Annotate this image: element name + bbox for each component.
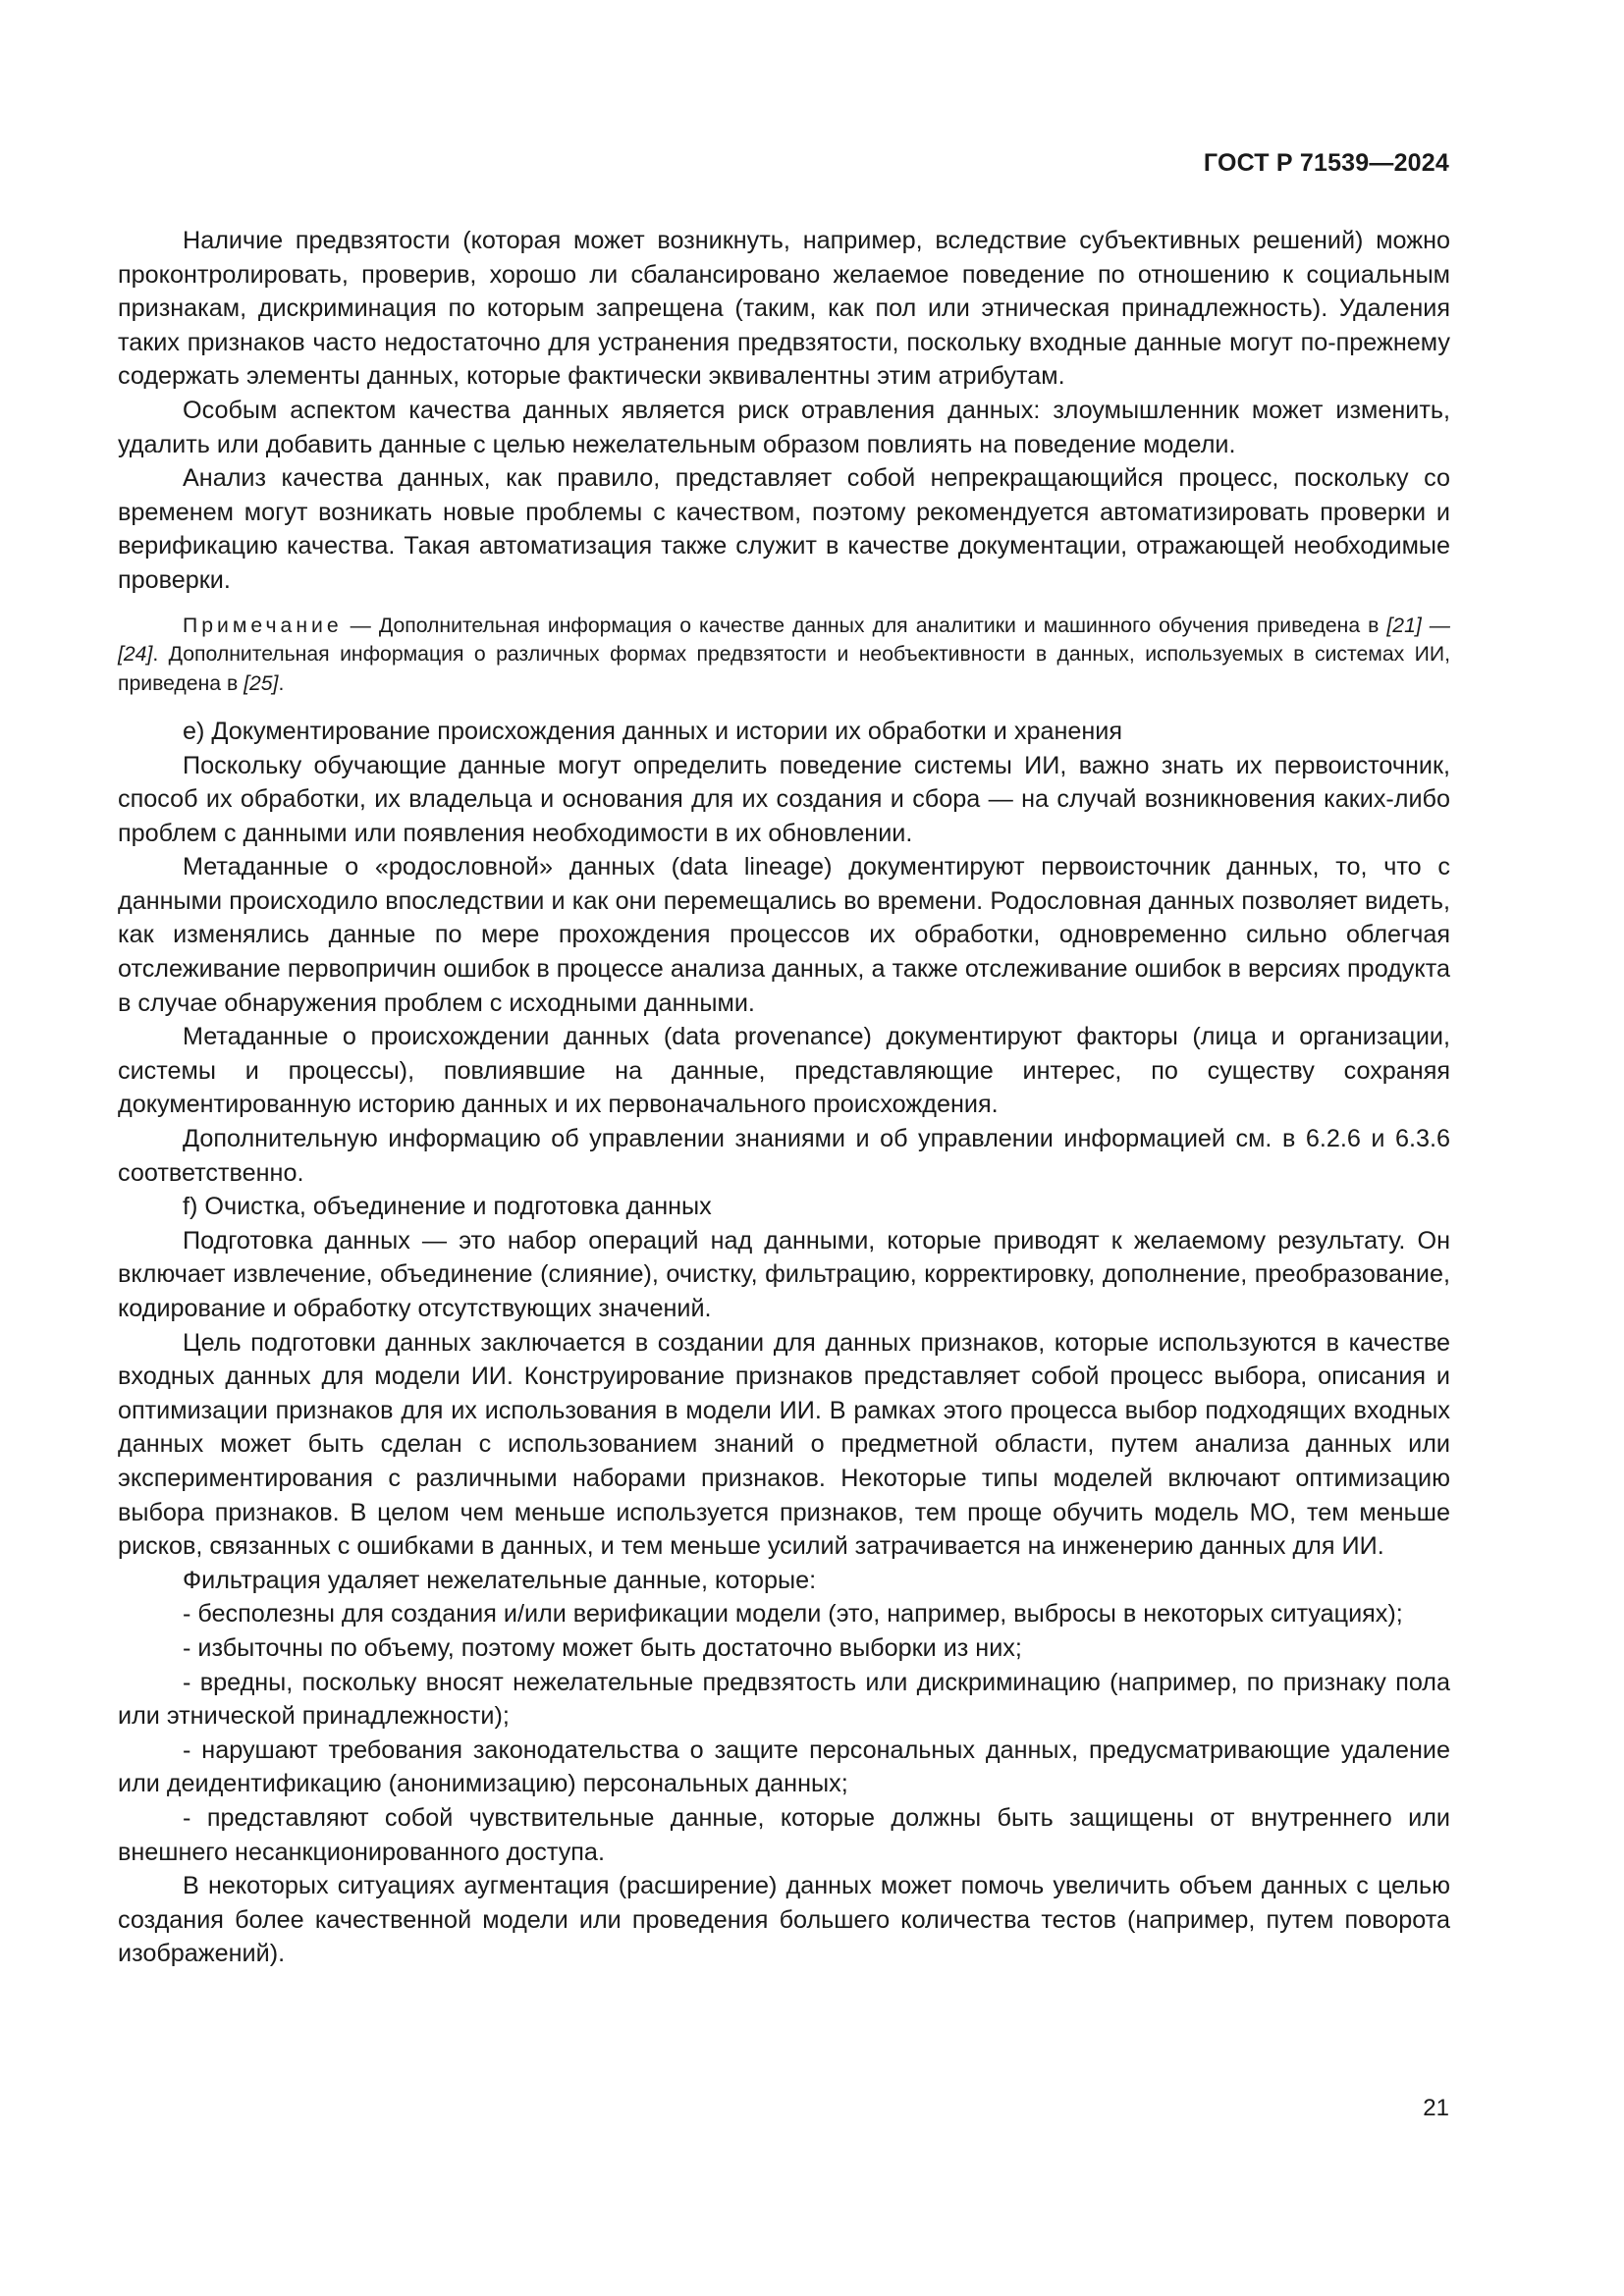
list-item: - избыточны по объему, поэтому может быть достаточно выборки из них; bbox=[183, 1633, 1022, 1662]
note-text: — Дополнительная информация о качестве данных для аналитики и машинного обучения приведена в bbox=[342, 614, 1387, 637]
note-text: . Дополнительная информация о различных формах предвзятости и необъективности в данных, используемых в системах ИИ, приведена в bbox=[118, 643, 1450, 696]
paragraph: Особым аспектом качества данных является риск отравления данных: злоумышленник может изменить, удалить или добавить данные с целью нежелательным образом повлиять на поведение модели. bbox=[118, 396, 1450, 458]
note-label: Примечание bbox=[183, 614, 343, 637]
paragraph: Дополнительную информацию об управлении знаниями и об управлении информацией см. в 6.2.6 и 6.3.6 соответственно. bbox=[118, 1125, 1450, 1187]
list-item: - бесполезны для создания и/или верификации модели (это, например, выбросы в некоторых ситуациях); bbox=[183, 1600, 1403, 1629]
paragraph: Анализ качества данных, как правило, представляет собой непрекращающийся процесс, поскольку со временем могут возникать новые проблемы с качеством, поэтому рекомендуется автоматизировать проверки и верификацию качества. Такая автоматизация также служит в качестве документации, отражающей необходимые проверки. bbox=[118, 464, 1450, 594]
paragraph: Фильтрация удаляет нежелательные данные, которые: bbox=[183, 1566, 817, 1594]
paragraph: Метаданные о «родословной» данных (data lineage) документируют первоисточник данных, то, что с данными происходило впоследствии и как они перемещались во времени. Родословная данных позволяет видеть, как изменялись данные по мере прохождения процессов их обработки, одновременно сильно облегчая отслеживание первопричин ошибок в процессе анализа данных, а также отслеживание ошибок в версиях продукта в случае обнаружения проблем с исходными данными. bbox=[118, 853, 1450, 1017]
list-item: - вредны, поскольку вносят нежелательные предвзятость или дискриминацию (например, по признаку пола или этнической принадлежности); bbox=[118, 1668, 1450, 1731]
paragraph: В некоторых ситуациях аугментация (расширение) данных может помочь увеличить объем данных с целью создания более качественной модели или проведения большего количества тестов (например, путем поворота изображений). bbox=[118, 1872, 1450, 1968]
paragraph: Наличие предвзятости (которая может возникнуть, например, вследствие субъективных решений) можно проконтролировать, проверив, хорошо ли сбалансировано желаемое поведение по отношению к социальным признакам, дискриминация по которым запрещена (таким, как пол или этническая принадлежность). Удаления таких признаков часто недостаточно для устранения предвзятости, поскольку входные данные могут по-прежнему содержать элементы данных, которые фактически эквивалентны этим атрибутам. bbox=[118, 227, 1450, 391]
note-reference: [21] — [24] bbox=[118, 614, 1450, 667]
body-text bbox=[118, 224, 1450, 1971]
note bbox=[118, 612, 1450, 699]
paragraph: Подготовка данных — это набор операций над данными, которые приводят к желаемому результату. Он включает извлечение, объединение (слияние), очистку, фильтрацию, корректировку, дополнение, преобразование, кодирование и обработку отсутствующих значений. bbox=[118, 1226, 1450, 1323]
list-item-heading: е) Документирование происхождения данных и истории их обработки и хранения bbox=[183, 717, 1123, 745]
note-text: . bbox=[278, 672, 285, 696]
page-number: 21 bbox=[1423, 2095, 1449, 2121]
paragraph: Поскольку обучающие данные могут определить поведение системы ИИ, важно знать их первоисточник, способ их обработки, их владельца и основания для их создания и сбора — на случай возникновения каких-либо проблем с данными или появления необходимости в их обновлении. bbox=[118, 751, 1450, 847]
list-item-heading: f) Очистка, объединение и подготовка данных bbox=[183, 1193, 712, 1221]
list-item: - представляют собой чувствительные данные, которые должны быть защищены от внутреннего или внешнего несанкционированного доступа. bbox=[118, 1803, 1450, 1866]
note-reference: [25] bbox=[244, 672, 279, 696]
paragraph: Цель подготовки данных заключается в создании для данных признаков, которые используются в качестве входных данных для модели ИИ. Конструирование признаков представляет собой процесс выбора, описания и оптимизации признаков для их использования в модели ИИ. В рамках этого процесса выбор подходящих входных данных может быть сделан с использованием знаний о предметной области, путем анализа данных или экспериментирования с различными наборами признаков. Некоторые типы моделей включают оптимизацию выбора признаков. В целом чем меньше используется признаков, тем проще обучить модель МО, тем меньше рисков, связанных с ошибками в данных, и тем меньше усилий затрачивается на инженерию данных для ИИ. bbox=[118, 1328, 1450, 1561]
standard-code-header: ГОСТ Р 71539—2024 bbox=[1203, 149, 1449, 177]
paragraph: Метаданные о происхождении данных (data provenance) документируют факторы (лица и организации, системы и процессы), повлиявшие на данные, представляющие интерес, по существу сохраняя документированную историю данных и их первоначального происхождения. bbox=[118, 1023, 1450, 1119]
list-item: - нарушают требования законодательства о защите персональных данных, предусматривающие удаление или деидентификацию (анонимизацию) персональных данных; bbox=[118, 1735, 1450, 1798]
